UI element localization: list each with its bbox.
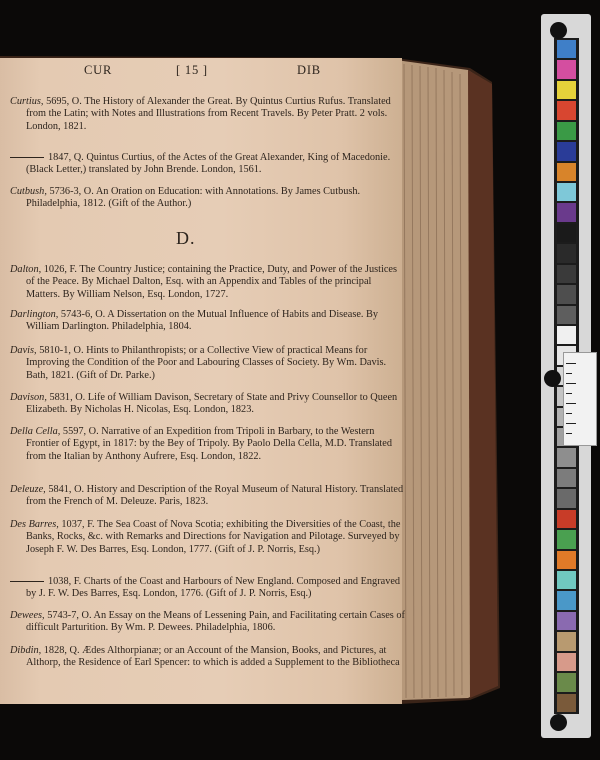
entry-text: 5743-7, O. An Essay on the Means of Lessening Pain, and Facilitating certain Cases of difficult Parturition. By Wm. P. Dewees. Philadelphia, 1806. <box>26 610 405 634</box>
entry-headword: Davison, <box>10 392 47 403</box>
entry-curtius <box>10 96 406 133</box>
entry-headword: Dibdin, <box>10 645 42 656</box>
entry-headword: Cutbush, <box>10 186 47 197</box>
entry-text: 5597, O. Narrative of an Expedition from Tripoli in Barbary, to the Western Frontier of Egypt, in 1817: by the Bey of Tripoly. By Paolo Della Cella, M.D. Translated from the Italian by Anthony Aufrere, Esq. London, 1822. <box>26 426 393 462</box>
color-swatch <box>557 326 576 344</box>
entry-headword: Dewees, <box>10 610 45 621</box>
entry-text: 5831, O. Life of William Davison, Secretary of State and Privy Counsellor to Queen Elizabeth. By Nicholas H. Nicolas, Esq. London, 1823. <box>26 392 398 416</box>
color-swatch <box>557 612 576 630</box>
running-head-right: DIB <box>297 63 321 77</box>
color-swatch <box>557 285 576 303</box>
color-swatch <box>557 224 576 242</box>
mount-hole <box>550 22 567 39</box>
ditto-dash <box>10 581 44 582</box>
color-swatch <box>557 653 576 671</box>
entry-headword: Darlington, <box>10 309 59 320</box>
entry-des-barres <box>10 519 406 556</box>
color-swatch <box>557 694 576 712</box>
color-swatch <box>557 306 576 324</box>
color-swatch <box>557 244 576 262</box>
entry-text: 5743-6, O. A Dissertation on the Mutual Influence of Habits and Disease. By William Darlington. Philadelphia, 1804. <box>26 309 379 333</box>
entry-headword: Deleuze, <box>10 484 46 495</box>
color-swatch <box>557 551 576 569</box>
ditto-dash <box>10 157 44 158</box>
entry-des-barres-continued <box>10 576 406 601</box>
color-swatch <box>557 265 576 283</box>
color-swatch <box>557 142 576 160</box>
entry-curtius-continued <box>10 152 406 177</box>
entry-text: 5810-1, O. Hints to Philanthropists; or a Collective View of practical Means for Improving the Condition of the Poor and Labouring Classes of Society. By Wm. Davis. Bath, 1821. (Gift of Dr. Parke.) <box>26 345 387 381</box>
color-swatch <box>557 101 576 119</box>
entry-dewees <box>10 610 406 635</box>
entry-deleuze <box>10 484 406 509</box>
running-head-left: CUR <box>84 63 113 77</box>
color-swatch <box>557 122 576 140</box>
entry-text: 1037, F. The Sea Coast of Nova Scotia; exhibiting the Diversities of the Coast, the Banks, Rocks, &c. with Remarks and Directions for Navigation and Pilotage. Surveyed by Joseph F. W. Des Barres, Esq. London, 1777. (Gift of J. P. Norris, Esq.) <box>26 519 401 555</box>
color-swatch <box>557 60 576 78</box>
entry-headword: Davis, <box>10 345 37 356</box>
color-swatch <box>557 183 576 201</box>
page-number: [ 15 ] <box>176 63 208 77</box>
running-head <box>0 64 402 78</box>
color-swatch <box>557 203 576 221</box>
color-swatch <box>557 632 576 650</box>
entry-della-cella <box>10 426 406 463</box>
entry-text: 1026, F. The Country Justice; containing the Practice, Duty, and Power of the Justices of the Peace. By Michael Dalton, Esq. with an Appendix and Tables of the principal Matters. By William Nelson, Esq. London, 1727. <box>26 264 397 300</box>
color-swatch <box>557 510 576 528</box>
color-calibration-target <box>541 14 591 738</box>
entry-text: 1828, Q. Ædes Althorpianæ; or an Account of the Mansion, Books, and Pictures, at Althorp, the Residence of Earl Spencer: to which is added a Supplement to the Bibliotheca <box>26 645 400 669</box>
entry-headword: Des Barres, <box>10 519 59 530</box>
entry-headword: Curtius, <box>10 96 44 107</box>
entry-cutbush <box>10 186 406 211</box>
color-swatch <box>557 530 576 548</box>
entry-darlington <box>10 309 406 334</box>
color-swatch <box>557 571 576 589</box>
entry-dibdin <box>10 645 406 670</box>
entry-text: 5736-3, O. An Oration on Education: with Annotations. By James Cutbush. Philadelphia, 1812. (Gift of the Author.) <box>26 186 361 210</box>
color-swatch <box>557 163 576 181</box>
ruler-scale <box>563 352 597 446</box>
color-swatch <box>557 591 576 609</box>
entry-davison <box>10 392 406 417</box>
entry-text: 5841, O. History and Description of the Royal Museum of Natural History. Translated from the French of M. Deleuze. Paris, 1823. <box>26 484 404 508</box>
entry-davis <box>10 345 406 382</box>
color-swatch <box>557 673 576 691</box>
color-swatch <box>557 489 576 507</box>
entry-dalton <box>10 264 406 301</box>
mount-hole <box>544 370 561 387</box>
color-swatch <box>557 81 576 99</box>
color-swatch <box>557 40 576 58</box>
color-swatch <box>557 448 576 466</box>
entry-text: 1038, F. Charts of the Coast and Harbours of New England. Composed and Engraved by J. F. W. Des Barres, Esq. London, 1776. (Gift of J. P. Norris, Esq.) <box>26 576 401 600</box>
section-letter: D. <box>176 228 196 248</box>
mount-hole <box>550 714 567 731</box>
entry-text: 1847, Q. Quintus Curtius, of the Actes of the Great Alexander, King of Macedonie. (Black Letter,) translated by John Brende. London, 1561. <box>26 152 391 176</box>
color-swatch <box>557 469 576 487</box>
entry-headword: Dalton, <box>10 264 42 275</box>
entry-headword: Della Cella, <box>10 426 61 437</box>
entry-text: 5695, O. The History of Alexander the Great. By Quintus Curtius Rufus. Translated from the Latin; with Notes and Illustrations from Recent Travels. By Peter Pratt. 2 vols. London, 1821. <box>26 96 391 132</box>
